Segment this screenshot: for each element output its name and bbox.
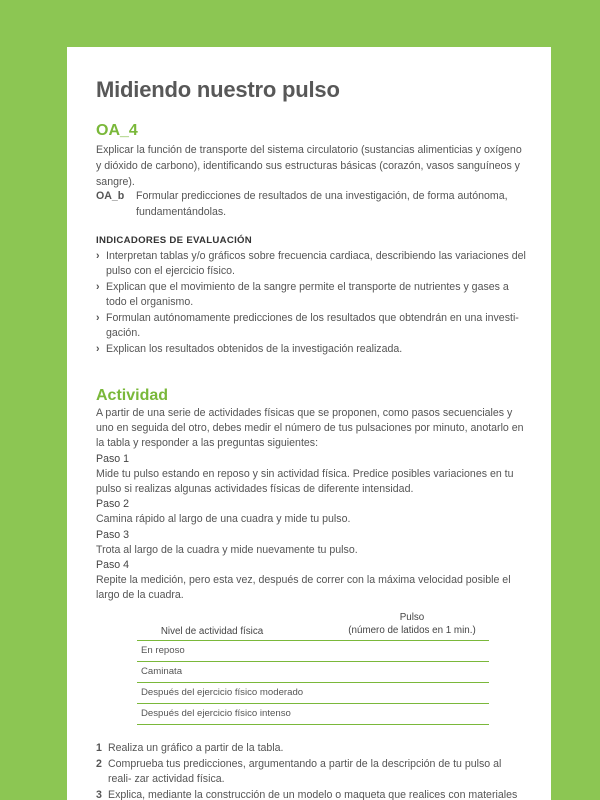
indicators-list [96, 249, 526, 358]
page-title: Midiendo nuestro pulso [96, 77, 340, 102]
oa-description: Explicar la función de transporte del sistema circulatorio (sustancias alimenticias y oxígeno y dióxido de carbono), identificando sus estructuras básicas (corazón, vasos sanguíneos y sangre). [96, 144, 522, 188]
question-text: Explica, mediante la construcción de un modelo o maqueta que realices con materiales [108, 789, 518, 800]
question-number: 3 [96, 789, 102, 800]
question-text: Comprueba tus predicciones, argumentando a partir de la descripción de tu pulso al reali- zar actividad física. [108, 758, 502, 785]
table-header-activity: Nivel de actividad física [160, 626, 264, 637]
step-label: Paso 1 [96, 452, 129, 465]
question-text: Realiza un gráfico a partir de la tabla. [108, 742, 284, 754]
indicator-text: Interpretan tablas y/o gráficos sobre frecuencia cardiaca, describiendo las variaciones del pulso con el ejercicio físico. [106, 250, 526, 277]
oa-b-text: Formular predicciones de resultados de una investigación, de forma autónoma, fundamentándolas. [136, 190, 508, 218]
chevron-right-icon: › [96, 250, 100, 262]
activity-intro: A partir de una serie de actividades físicas que se proponen, como pasos secuenciales y uno en seguida del otro, debes medir el número de tus pulsaciones por minuto, anotarlo en la tabla y responder a las preguntas siguientes: [96, 407, 524, 450]
indicator-item [96, 280, 526, 310]
indicator-item [96, 311, 526, 341]
activity-body [96, 406, 526, 604]
table-header-pulse-line1: Pulso [399, 612, 425, 623]
chevron-right-icon: › [96, 312, 100, 324]
activity-heading: Actividad [96, 387, 169, 404]
document-page [67, 47, 551, 800]
question-number: 2 [96, 758, 102, 770]
table-row: En reposo [137, 641, 489, 662]
question-item [96, 788, 526, 800]
oa-code: OA_4 [96, 122, 138, 139]
table-header-pulse [327, 611, 497, 637]
questions-list [96, 741, 526, 800]
question-item [96, 757, 526, 787]
table-header-pulse-line2: (número de latidos en 1 min.) [348, 625, 476, 636]
chevron-right-icon: › [96, 343, 100, 355]
indicator-text: Explican que el movimiento de la sangre permite el transporte de nutrientes y gases a todo el organismo. [106, 281, 509, 308]
step-label: Paso 3 [96, 528, 129, 541]
step-text: Trota al largo de la cuadra y mide nuevamente tu pulso. [96, 543, 358, 556]
oa-b-code: OA_b [96, 190, 125, 202]
step-text: Camina rápido al largo de una cuadra y mide tu pulso. [96, 513, 351, 526]
step-text: Repite la medición, pero esta vez, después de correr con la máxima velocidad posible el largo de la cuadra. [96, 574, 511, 602]
chevron-right-icon: › [96, 281, 100, 293]
indicators-heading: INDICADORES DE EVALUACIÓN [96, 235, 253, 246]
step-label: Paso 4 [96, 559, 129, 572]
pulse-table [137, 611, 489, 725]
indicator-item [96, 249, 526, 279]
table-row: Caminata [137, 662, 489, 683]
table-header-row [137, 611, 489, 641]
table-row: Después del ejercicio físico intenso [137, 704, 489, 725]
indicator-text: Explican los resultados obtenidos de la investigación realizada. [106, 343, 403, 355]
step-text: Mide tu pulso estando en reposo y sin actividad física. Predice posibles variaciones en tu pulso si realizas algunas actividades físicas de diferente intensidad. [96, 467, 514, 496]
step-label: Paso 2 [96, 498, 129, 511]
question-item [96, 741, 526, 756]
question-number: 1 [96, 742, 102, 754]
indicator-text: Formulan autónomamente predicciones de los resultados que obtendrán en una investi- gación. [106, 312, 519, 339]
table-row: Después del ejercicio físico moderado [137, 683, 489, 704]
indicator-item [96, 342, 526, 357]
